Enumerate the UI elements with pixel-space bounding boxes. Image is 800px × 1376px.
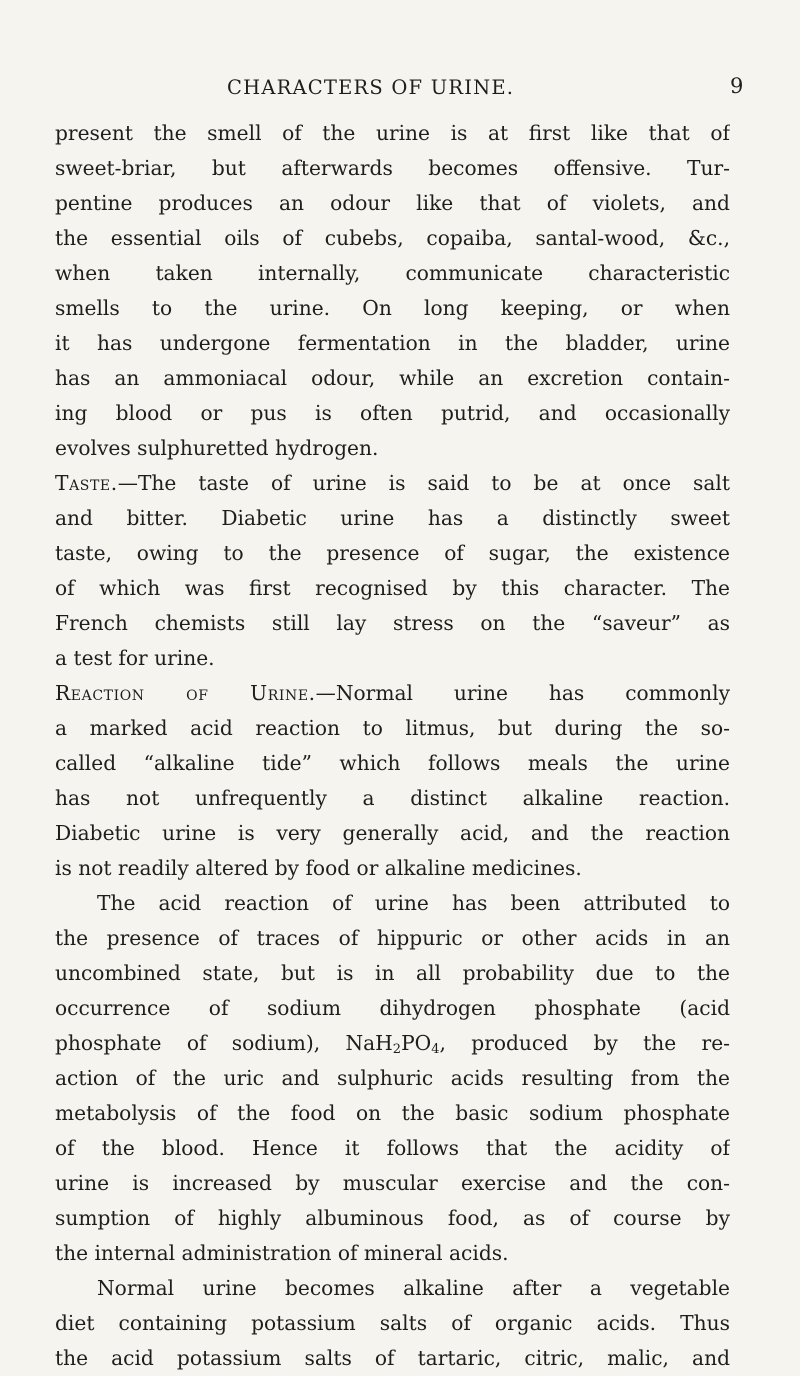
text-line: it has undergone fermentation in the bladder, urine (55, 331, 730, 355)
text-run: —Normal urine has commonly (315, 681, 730, 705)
text-line: sumption of highly albuminous food, as of course by (55, 1206, 730, 1230)
text-line: when taken internally, communicate characteristic (55, 261, 730, 285)
text-line: Normal urine becomes alkaline after a vegetable (97, 1276, 730, 1300)
text-line: taste, owing to the presence of sugar, the existence (55, 541, 730, 565)
section-heading-taste: Taste. (55, 471, 118, 495)
text-line: called “alkaline tide” which follows meals the urine (55, 751, 730, 775)
text-line: present the smell of the urine is at first like that of (55, 121, 730, 145)
subscript: 4 (431, 1042, 440, 1057)
text-line: urine is increased by muscular exercise and the con- (55, 1171, 730, 1195)
text-line: the internal administration of mineral acids. (55, 1241, 509, 1265)
text-line: uncombined state, but is in all probability due to the (55, 961, 730, 985)
text-run: phosphate of sodium), NaH (55, 1031, 393, 1055)
text-line: French chemists still lay stress on the “saveur” as (55, 611, 730, 635)
text-line: action of the uric and sulphuric acids resulting from the (55, 1066, 730, 1090)
text-line: and bitter. Diabetic urine has a distinctly sweet (55, 506, 730, 530)
text-line: the acid potassium salts of tartaric, citric, malic, and (55, 1346, 730, 1370)
subscript: 2 (392, 1042, 402, 1057)
text-line: diet containing potassium salts of organic acids. Thus (55, 1311, 730, 1335)
text-line: is not readily altered by food or alkaline medicines. (55, 856, 582, 880)
text-line: metabolysis of the food on the basic sodium phosphate (55, 1101, 730, 1125)
text-line: Diabetic urine is very generally acid, and the reaction (55, 821, 730, 845)
text-run: —The taste of urine is said to be at once salt (117, 471, 730, 495)
text-line: pentine produces an odour like that of violets, and (55, 191, 730, 215)
formula-line (55, 1026, 730, 1061)
body-text (55, 116, 730, 1376)
text-line: ing blood or pus is often putrid, and occasionally (55, 401, 730, 425)
text-run: , produced by the re- (439, 1031, 730, 1055)
text-line: a test for urine. (55, 646, 215, 670)
text-run: PO (401, 1031, 432, 1055)
text-line: evolves sulphuretted hydrogen. (55, 436, 379, 460)
text-line: of the blood. Hence it follows that the acidity of (55, 1136, 730, 1160)
text-line: sweet-briar, but afterwards becomes offensive. Tur- (55, 156, 730, 180)
text-line: has an ammoniacal odour, while an excretion contain- (55, 366, 730, 390)
text-line: the presence of traces of hippuric or other acids in an (55, 926, 730, 950)
running-title: CHARACTERS OF URINE. (227, 76, 515, 99)
text-line: of which was first recognised by this character. The (55, 576, 730, 600)
text-line: has not unfrequently a distinct alkaline reaction. (55, 786, 730, 810)
text-line: The acid reaction of urine has been attributed to (97, 891, 730, 915)
section-reaction-line (55, 676, 730, 711)
text-line: occurrence of sodium dihydrogen phosphate (acid (55, 996, 730, 1020)
page-number: 9 (730, 74, 744, 98)
text-line: a marked acid reaction to litmus, but during the so- (55, 716, 730, 740)
section-heading-reaction: Reaction of Urine. (55, 681, 316, 705)
section-taste-line (55, 466, 730, 501)
text-line: the essential oils of cubebs, copaiba, santal-wood, &c., (55, 226, 730, 250)
text-line: smells to the urine. On long keeping, or when (55, 296, 730, 320)
